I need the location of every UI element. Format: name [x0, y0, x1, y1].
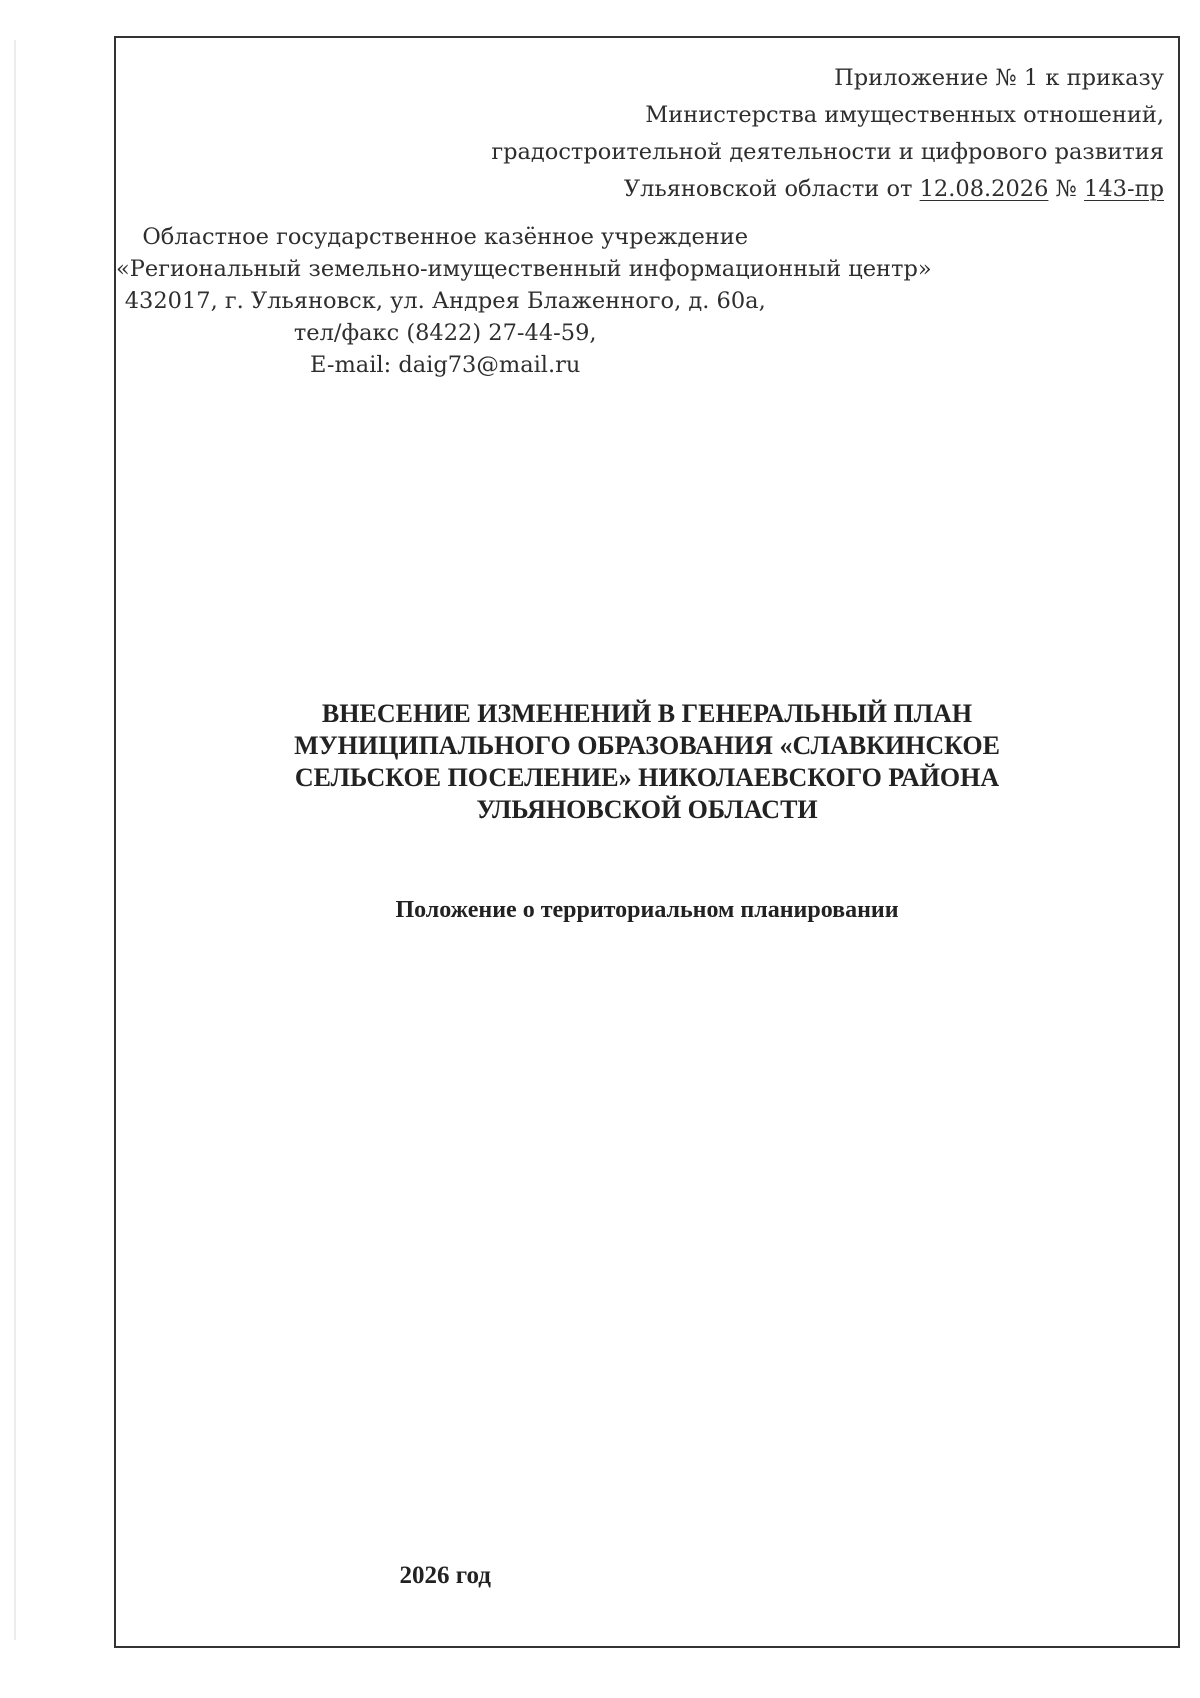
order-date: 12.08.2026: [919, 176, 1049, 202]
organization-block: [116, 221, 932, 381]
document-title: [116, 698, 1178, 826]
approval-block: [491, 60, 1164, 208]
approval-line-2: Министерства имущественных отношений,: [645, 102, 1164, 128]
document-title-line-3: СЕЛЬСКОЕ ПОСЕЛЕНИЕ» НИКОЛАЕВСКОГО РАЙОНА: [294, 763, 1000, 792]
organization-type: Областное государственное казённое учреждение: [142, 224, 749, 250]
approval-line-1: Приложение № 1 к приказу: [834, 65, 1164, 91]
document-title-line-1: ВНЕСЕНИЕ ИЗМЕНЕНИЙ В ГЕНЕРАЛЬНЫЙ ПЛАН: [321, 699, 973, 728]
organization-name: «Региональный земельно-имущественный информационный центр»: [116, 256, 932, 282]
number-sign: №: [1048, 176, 1085, 202]
approval-line-4-prefix: Ульяновской области от: [623, 176, 920, 202]
organization-email: E-mail: daig73@mail.ru: [310, 352, 581, 378]
approval-line-3: градостроительной деятельности и цифрового развития: [491, 139, 1164, 165]
document-title-line-2: МУНИЦИПАЛЬНОГО ОБРАЗОВАНИЯ «СЛАВКИНСКОЕ: [294, 731, 1000, 760]
organization-phone: тел/факс (8422) 27-44-59,: [293, 320, 597, 346]
page-border-frame: [114, 36, 1180, 1648]
scan-edge-artifact: [14, 40, 16, 1640]
document-subtitle: Положение о территориальном планировании: [395, 897, 899, 923]
approval-line-4: [491, 171, 1164, 208]
document-title-line-4: УЛЬЯНОВСКОЙ ОБЛАСТИ: [476, 795, 818, 824]
order-number: 143-пр: [1084, 176, 1164, 202]
organization-address: 432017, г. Ульяновск, ул. Андрея Блаженного, д. 60а,: [124, 288, 766, 314]
document-year: 2026 год: [399, 1562, 491, 1589]
